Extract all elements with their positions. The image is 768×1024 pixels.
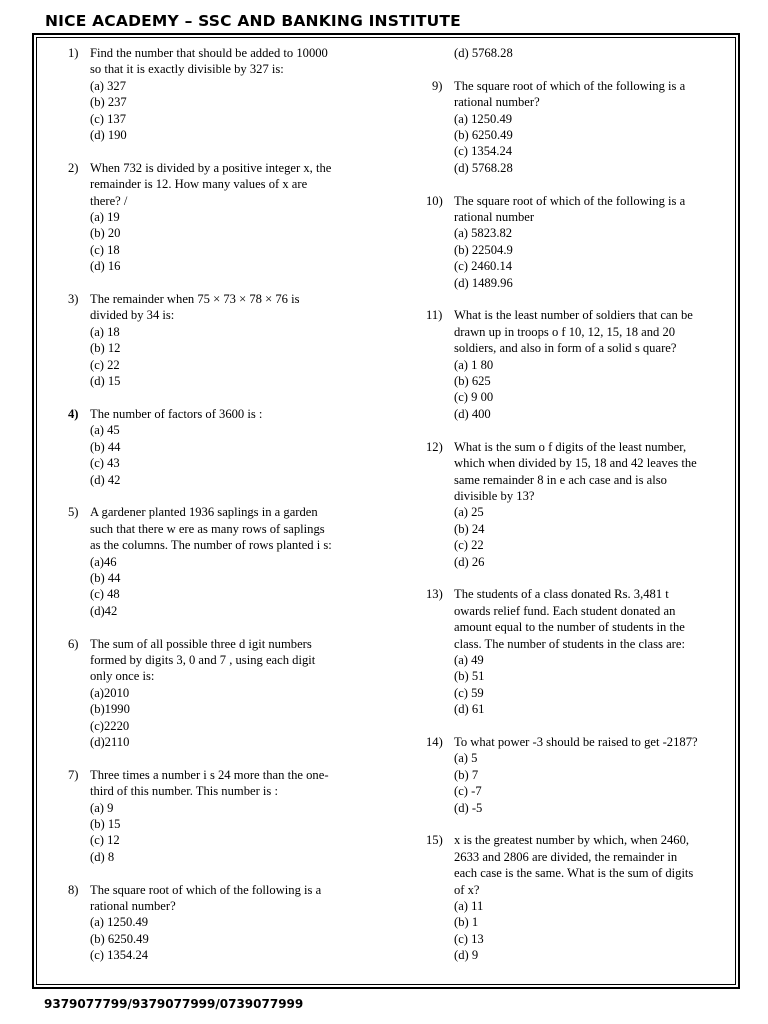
answer-option: (a)46 [90, 554, 117, 569]
question-text-line: there? / [90, 193, 128, 208]
question-14 [426, 734, 726, 816]
question-number: 1) [68, 46, 79, 60]
question-8-continued [426, 45, 726, 61]
question-text-line: Find the number that should be added to 10000 [90, 46, 328, 60]
question-text-line: To what power -3 should be raised to get -2187? [454, 734, 698, 749]
question-number: 2) [68, 160, 79, 175]
answer-option: (c) 2460.14 [454, 259, 513, 274]
answer-option: (c) 13 [454, 931, 484, 946]
question-text-line: What is the least number of soldiers that can be [454, 308, 693, 323]
question-8 [62, 882, 362, 964]
answer-option: (b) 7 [454, 767, 479, 782]
answer-option: (c)2220 [90, 718, 130, 733]
question-text-line: each case is the same. What is the sum of digits [454, 866, 694, 881]
question-text-line: remainder is 12. How many values of x are [90, 177, 308, 192]
answer-option: (a) 9 [90, 800, 114, 815]
answer-option: (c) 1354.24 [90, 948, 149, 963]
answer-option: (b) 625 [454, 374, 491, 389]
answer-option: (c) -7 [454, 784, 482, 799]
answer-option: (a) 19 [90, 210, 120, 225]
question-1 [62, 45, 362, 143]
answer-option: (a) 18 [90, 324, 120, 339]
question-text-line: divided by 34 is: [90, 308, 175, 323]
question-number: 13) [426, 587, 443, 602]
left-question-column [62, 45, 362, 964]
question-text-line: third of this number. This number is : [90, 784, 278, 799]
answer-option: (c) 59 [454, 685, 484, 700]
question-text-line: as the columns. The number of rows planted i s: [90, 538, 332, 553]
answer-option: (c) 9 00 [454, 390, 494, 405]
answer-option: (b) 6250.49 [90, 931, 149, 946]
question-text-line: which when divided by 15, 18 and 42 leaves the [454, 456, 697, 471]
answer-option: (d) 5768.28 [454, 46, 513, 60]
question-text-line: formed by digits 3, 0 and 7 , using each digit [90, 652, 316, 667]
question-text-line: What is the sum o f digits of the least number, [454, 439, 687, 454]
answer-option: (b) 20 [90, 226, 121, 241]
answer-option: (a) 1 80 [454, 357, 494, 372]
answer-option: (c) 22 [90, 357, 120, 372]
answer-option: (b) 22504.9 [454, 242, 513, 257]
question-11 [426, 307, 726, 422]
answer-option: (d) -5 [454, 800, 483, 815]
answer-option: (c) 22 [454, 538, 484, 553]
question-text-line: When 732 is divided by a positive integer x, the [90, 160, 332, 175]
answer-option: (b) 24 [454, 521, 485, 536]
question-text-line: The sum of all possible three d igit numbers [90, 636, 312, 651]
answer-option: (d) 26 [454, 554, 485, 569]
question-text-line: divisible by 13? [454, 488, 535, 503]
question-text-line: The square root of which of the following is a [454, 193, 686, 208]
question-number: 8) [68, 882, 79, 897]
answer-option: (b) 1 [454, 915, 479, 930]
answer-option: (a) 327 [90, 78, 127, 93]
answer-option: (d)42 [90, 603, 118, 618]
question-text-line: Three times a number i s 24 more than the one- [90, 767, 329, 782]
question-text-line: amount equal to the number of students in the [454, 620, 685, 635]
answer-option: (c) 137 [90, 111, 127, 126]
answer-option: (a) 1250.49 [454, 111, 513, 126]
answer-option: (c) 48 [90, 587, 120, 602]
answer-option: (d) 42 [90, 472, 121, 487]
answer-option: (d) 8 [90, 849, 115, 864]
answer-option: (c) 18 [90, 242, 120, 257]
question-text-line: soldiers, and also in form of a solid s quare? [454, 341, 677, 356]
question-number: 6) [68, 636, 79, 651]
question-text-line: rational number? [454, 95, 540, 110]
answer-option: (d) 400 [454, 406, 491, 421]
answer-option: (d)2110 [90, 734, 130, 749]
answer-option: (b) 6250.49 [454, 128, 513, 143]
question-number: 7) [68, 767, 79, 782]
question-number: 15) [426, 833, 443, 848]
answer-option: (d) 61 [454, 702, 485, 717]
answer-option: (b) 237 [90, 95, 127, 110]
answer-option: (b) 15 [90, 817, 121, 831]
question-text-line: same remainder 8 in e ach case and is also [454, 472, 667, 487]
question-number: 5) [68, 505, 79, 520]
answer-option: (c) 12 [90, 833, 120, 848]
question-13 [426, 586, 726, 717]
question-text-line: rational number? [90, 899, 176, 914]
question-text-line: 2633 and 2806 are divided, the remainder in [454, 849, 678, 864]
answer-option: (a) 49 [454, 652, 484, 667]
question-7 [62, 767, 362, 865]
answer-option: (a) 5 [454, 751, 478, 766]
question-number: 3) [68, 292, 79, 307]
question-number: 9) [432, 78, 443, 93]
question-5 [62, 504, 362, 619]
answer-option: (b) 12 [90, 341, 121, 356]
answer-option: (d) 5768.28 [454, 160, 513, 175]
answer-option: (c) 1354.24 [454, 144, 513, 159]
answer-option: (d) 190 [90, 128, 127, 143]
question-3 [62, 291, 362, 389]
question-text-line: The square root of which of the following is a [454, 78, 686, 93]
page-header-title: NICE ACADEMY – SSC AND BANKING INSTITUTE [45, 12, 461, 30]
question-number: 10) [426, 193, 443, 208]
question-2 [62, 160, 362, 275]
question-text-line: A gardener planted 1936 saplings in a garden [90, 505, 318, 520]
answer-option: (d) 16 [90, 259, 121, 274]
answer-option: (a)2010 [90, 685, 130, 700]
answer-option: (c) 43 [90, 456, 120, 471]
right-question-column [426, 45, 726, 964]
question-text-line: The students of a class donated Rs. 3,481 t [454, 587, 669, 602]
question-9 [426, 78, 726, 176]
question-text-line: owards relief fund. Each student donated an [454, 603, 676, 618]
question-4 [62, 406, 362, 488]
question-10 [426, 193, 726, 291]
question-text-line: drawn up in troops o f 10, 12, 15, 18 and 20 [454, 324, 676, 339]
question-text-line: The remainder when 75 × 73 × 78 × 76 is [90, 292, 300, 307]
question-12 [426, 439, 726, 570]
answer-option: (a) 25 [454, 505, 484, 520]
question-15 [426, 832, 726, 963]
question-text-line: x is the greatest number by which, when 2460, [454, 833, 690, 848]
question-text-line: of x? [454, 882, 480, 897]
answer-option: (a) 1250.49 [90, 915, 149, 930]
answer-option: (a) 5823.82 [454, 226, 513, 241]
answer-option: (d) 15 [90, 374, 121, 389]
question-text-line: The square root of which of the following is a [90, 882, 322, 897]
question-number: 12) [426, 439, 443, 454]
question-text-line: The number of factors of 3600 is : [90, 406, 263, 421]
answer-option: (d) 9 [454, 948, 479, 963]
question-text-line: rational number [454, 210, 535, 225]
question-text-line: class. The number of students in the class are: [454, 636, 685, 651]
answer-option: (d) 1489.96 [454, 275, 513, 290]
question-6 [62, 636, 362, 751]
footer-phone-numbers: 9379077799/9379077999/0739077999 [44, 997, 304, 1011]
question-number: 14) [426, 734, 443, 749]
answer-option: (b) 44 [90, 570, 121, 585]
question-number: 11) [426, 308, 443, 323]
question-text-line: only once is: [90, 669, 155, 684]
answer-option: (b) 51 [454, 669, 485, 684]
question-text-line: such that there w ere as many rows of saplings [90, 521, 325, 536]
question-text-line: so that it is exactly divisible by 327 is: [90, 62, 284, 77]
answer-option: (b) 44 [90, 439, 121, 454]
answer-option: (b)1990 [90, 702, 130, 717]
answer-option: (a) 45 [90, 423, 120, 438]
answer-option: (a) 11 [454, 899, 484, 914]
question-number: 4) [68, 406, 79, 421]
